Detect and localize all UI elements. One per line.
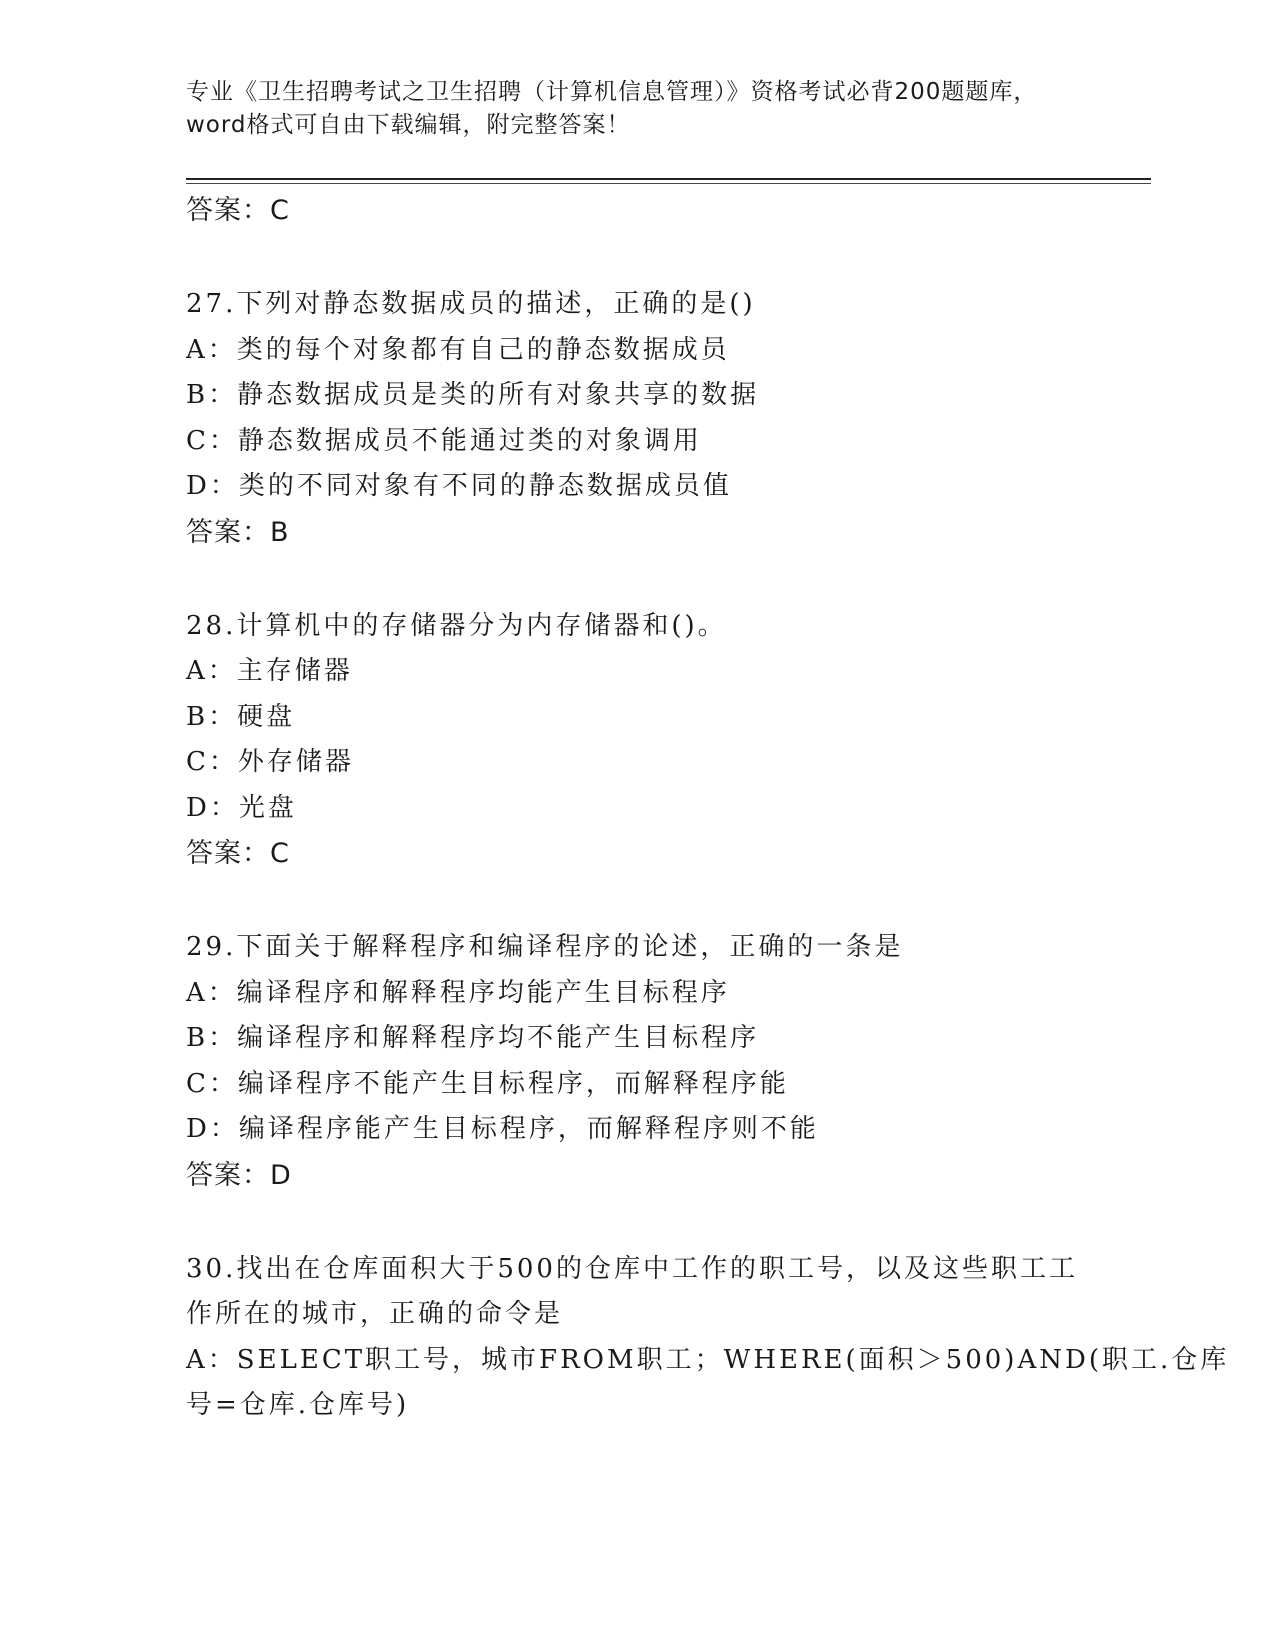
option-a: A：编译程序和解释程序均能产生目标程序 <box>186 977 730 1008</box>
spacer <box>186 556 1086 604</box>
spacer <box>186 1199 1086 1247</box>
question-27 <box>186 282 1086 556</box>
option-b: B：静态数据成员是类的所有对象共享的数据 <box>186 380 760 410</box>
option-a-line-1: A：SELECT职工号，城市FROM职工；WHERE(面积＞500)AND(职工.仓库 <box>186 1344 1230 1375</box>
question-30 <box>186 1247 1230 1429</box>
question-stem-line-2: 作所在的城市，正确的命令是 <box>186 1299 564 1329</box>
option-a: A：类的每个对象都有自己的静态数据成员 <box>186 334 730 365</box>
question-stem: 27.下列对静态数据成员的描述，正确的是() <box>186 289 756 319</box>
document-header <box>186 76 1086 142</box>
question-list <box>186 188 1230 1429</box>
option-a: A：主存储器 <box>186 656 353 686</box>
option-b: B：编译程序和解释程序均不能产生目标程序 <box>186 1023 760 1053</box>
spacer <box>186 234 1086 282</box>
header-line-2: word格式可自由下载编辑，附完整答案！ <box>186 112 631 138</box>
answer: 答案：D <box>186 1159 292 1191</box>
question-29 <box>186 925 1086 1199</box>
option-d: D：光盘 <box>186 792 297 823</box>
option-c: C：静态数据成员不能通过类的对象调用 <box>186 425 702 456</box>
question-stem: 29.下面关于解释程序和编译程序的论述，正确的一条是 <box>186 932 904 962</box>
question-stem-line-1: 30.找出在仓库面积大于500的仓库中工作的职工号，以及这些职工工 <box>186 1253 1078 1284</box>
option-d: D：编译程序能产生目标程序，而解释程序则不能 <box>186 1114 819 1144</box>
answer: 答案：C <box>186 838 290 869</box>
question-stem: 28.计算机中的存储器分为内存储器和()。 <box>186 610 727 641</box>
header-divider-thin <box>186 183 1151 184</box>
option-d: D：类的不同对象有不同的静态数据成员值 <box>186 471 732 501</box>
question-28 <box>186 604 1086 878</box>
answer-26: 答案：C <box>186 195 290 226</box>
header-line-1: 专业《卫生招聘考试之卫生招聘（计算机信息管理）》资格考试必背200题题库， <box>186 79 1038 105</box>
option-a-line-2: 号=仓库.仓库号) <box>186 1390 410 1420</box>
answer: 答案：B <box>186 516 290 548</box>
spacer <box>186 877 1086 925</box>
header-divider-thick <box>186 178 1151 180</box>
option-b: B：硬盘 <box>186 701 296 732</box>
option-c: C：外存储器 <box>186 747 354 777</box>
option-c: C：编译程序不能产生目标程序，而解释程序能 <box>186 1068 789 1099</box>
